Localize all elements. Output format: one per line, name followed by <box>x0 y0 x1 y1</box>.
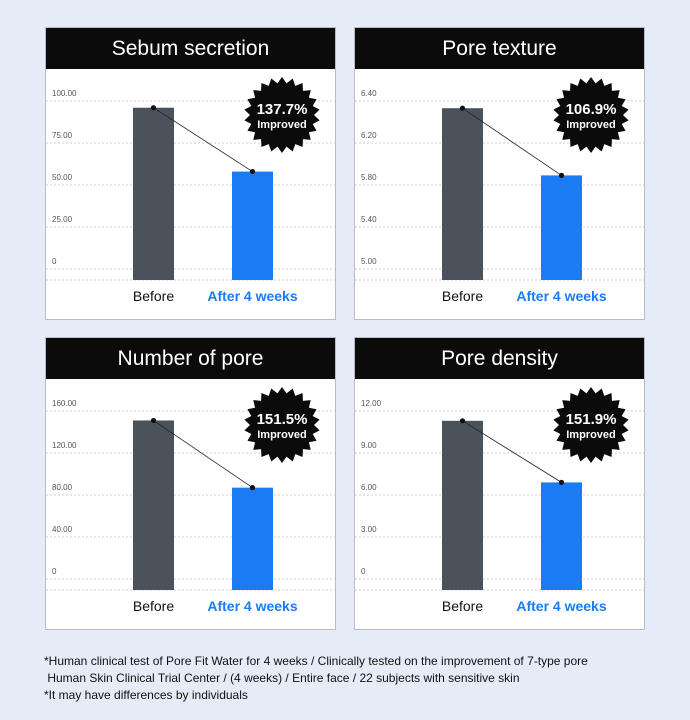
bar-after <box>541 482 582 590</box>
y-tick-label: 0 <box>361 567 366 576</box>
y-tick-label: 25.00 <box>52 215 73 224</box>
badge-value: 151.9% <box>565 411 617 428</box>
data-point <box>559 173 564 178</box>
y-tick-label: 5.40 <box>361 215 377 224</box>
y-tick-label: 5.80 <box>361 173 377 182</box>
data-point <box>460 106 465 111</box>
data-point <box>250 485 255 490</box>
chart-panel-sebum <box>45 27 336 320</box>
bar-after <box>541 175 582 280</box>
y-tick-label: 0 <box>52 567 57 576</box>
badge-label: Improved <box>257 429 307 441</box>
footnote-line: *Human clinical test of Pore Fit Water for 4 weeks / Clinically tested on the improvement of 7-type pore <box>44 654 588 668</box>
bar-before <box>133 420 174 590</box>
chart-svg <box>355 379 646 631</box>
y-tick-label: 120.00 <box>52 441 77 450</box>
badge-label: Improved <box>257 119 307 131</box>
chart-title: Sebum secretion <box>46 28 335 69</box>
badge-label: Improved <box>566 429 616 441</box>
chart-panel-pore-density <box>354 337 645 630</box>
chart-title: Pore density <box>355 338 644 379</box>
data-point <box>559 480 564 485</box>
y-tick-label: 9.00 <box>361 441 377 450</box>
category-label: After 4 weeks <box>516 288 607 304</box>
y-tick-label: 6.00 <box>361 483 377 492</box>
y-tick-label: 100.00 <box>52 89 77 98</box>
chart-svg <box>46 379 337 631</box>
data-point <box>460 418 465 423</box>
data-point <box>151 418 156 423</box>
badge-value: 106.9% <box>565 101 617 118</box>
badge-label: Improved <box>566 119 616 131</box>
category-label: Before <box>132 288 175 304</box>
data-point <box>250 169 255 174</box>
chart-panel-number-of-pore <box>45 337 336 630</box>
chart-title: Pore texture <box>355 28 644 69</box>
category-label: After 4 weeks <box>207 598 298 614</box>
y-tick-label: 0 <box>52 257 57 266</box>
footnote-line: *It may have differences by individuals <box>44 688 248 702</box>
category-label: Before <box>441 288 484 304</box>
chart-svg <box>355 69 646 321</box>
chart-svg <box>46 69 337 321</box>
category-label: After 4 weeks <box>516 598 607 614</box>
y-tick-label: 50.00 <box>52 173 73 182</box>
data-point <box>151 105 156 110</box>
y-tick-label: 6.40 <box>361 89 377 98</box>
category-label: After 4 weeks <box>207 288 298 304</box>
y-tick-label: 75.00 <box>52 131 73 140</box>
y-tick-label: 6.20 <box>361 131 377 140</box>
bar-before <box>442 108 483 280</box>
bar-before <box>442 421 483 590</box>
y-tick-label: 3.00 <box>361 525 377 534</box>
badge-value: 151.5% <box>256 411 308 428</box>
category-label: Before <box>132 598 175 614</box>
chart-title: Number of pore <box>46 338 335 379</box>
y-tick-label: 160.00 <box>52 399 77 408</box>
y-tick-label: 40.00 <box>52 525 73 534</box>
y-tick-label: 12.00 <box>361 399 382 408</box>
badge-value: 137.7% <box>256 101 308 118</box>
category-label: Before <box>441 598 484 614</box>
y-tick-label: 80.00 <box>52 483 73 492</box>
bar-before <box>133 108 174 280</box>
footnote-line: Human Skin Clinical Trial Center / (4 weeks) / Entire face / 22 subjects with sensitive skin <box>44 671 520 685</box>
y-tick-label: 5.00 <box>361 257 377 266</box>
bar-after <box>232 172 273 280</box>
bar-after <box>232 488 273 590</box>
chart-panel-pore-texture <box>354 27 645 320</box>
